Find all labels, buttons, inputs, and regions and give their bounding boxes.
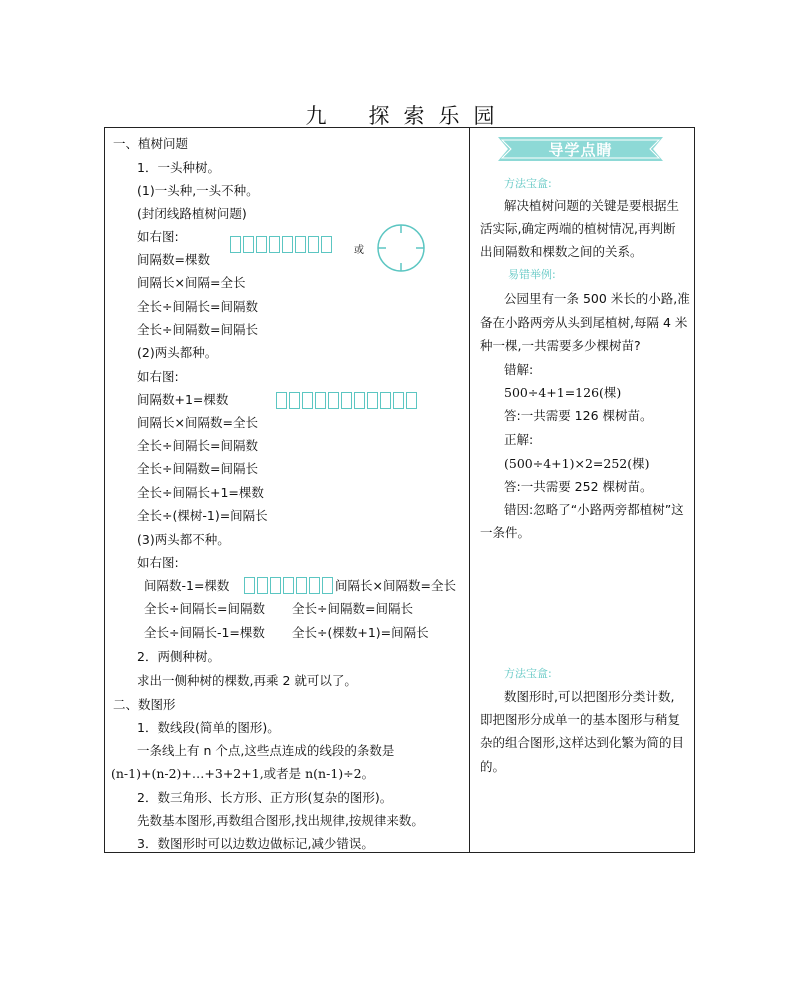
- segment-cell: [257, 577, 268, 594]
- text-line: 如右图:: [137, 555, 179, 570]
- text-line: 错因:忽略了“小路两旁都植树”这: [504, 502, 684, 517]
- text-line: 全长÷间隔数=间隔长: [292, 601, 413, 616]
- text-line: 全长÷间隔长=间隔数: [137, 438, 258, 453]
- text-line: 的。: [480, 759, 506, 774]
- segment-cell: [282, 236, 293, 253]
- segment-cell: [289, 392, 300, 409]
- text-line: 如右图:: [137, 369, 179, 384]
- segment-cell: [276, 392, 287, 409]
- text-line: 备在小路两旁从头到尾植树,每隔 4 米: [480, 315, 688, 330]
- title-char: 索: [403, 104, 425, 128]
- text-line: 全长÷间隔长=间隔数: [137, 299, 258, 314]
- text-line: 全长÷间隔数=间隔长: [137, 322, 258, 337]
- title-char: 九: [305, 104, 327, 128]
- text-line: (2)两头都种。: [137, 345, 218, 360]
- tip-label: 方法宝盒:: [504, 667, 552, 680]
- text-line: 数图形时,可以把图形分类计数,: [504, 689, 675, 704]
- text-line: 全长÷间隔长=间隔数: [144, 601, 265, 616]
- text-line: 2．数三角形、长方形、正方形(复杂的图形)。: [137, 790, 393, 805]
- banner-title: 导学点睛: [548, 141, 613, 159]
- text-line: 如右图:: [137, 229, 179, 244]
- segment-cell: [296, 577, 307, 594]
- segment-cell: [283, 577, 294, 594]
- segment-cell: [256, 236, 267, 253]
- tree-segment-diagram: [276, 392, 419, 409]
- text-line: 杂的组合图形,这样达到化繁为简的目: [480, 735, 684, 750]
- text-line: (3)两头都不种。: [137, 532, 230, 547]
- text-line: 种一棵,一共需要多少棵树苗?: [480, 338, 641, 353]
- text-line: 正解:: [504, 432, 534, 447]
- segment-cell: [243, 236, 254, 253]
- text-line: 全长÷间隔长-1=棵数: [144, 625, 265, 640]
- column-divider: [469, 127, 470, 853]
- text-line: 全长÷间隔长+1=棵数: [137, 485, 264, 500]
- text-line: 出间隔数和棵数之间的关系。: [480, 244, 643, 259]
- segment-cell: [230, 236, 241, 253]
- text-line: 全长÷间隔数=间隔长: [137, 461, 258, 476]
- circle-path-diagram: [375, 222, 427, 274]
- segment-cell: [328, 392, 339, 409]
- text-line: 一条件。: [480, 525, 531, 540]
- text-line: 答:一共需要 126 棵树苗。: [504, 408, 653, 423]
- segment-cell: [406, 392, 417, 409]
- formula-line: 500÷4+1=126(棵): [504, 385, 622, 400]
- tip-label: 易错举例:: [508, 268, 556, 281]
- formula-line: (500÷4+1)×2=252(棵): [504, 456, 650, 471]
- tip-label: 方法宝盒:: [504, 177, 552, 190]
- text-line: 间隔数=棵数: [137, 252, 210, 267]
- segment-cell: [341, 392, 352, 409]
- section-heading: 二、数图形: [113, 697, 176, 712]
- or-label: 或: [354, 245, 364, 256]
- segment-cell: [321, 236, 332, 253]
- text-line: 1．数线段(简单的图形)。: [137, 720, 280, 735]
- segment-cell: [322, 577, 333, 594]
- segment-cell: [308, 236, 319, 253]
- page-title: [0, 100, 800, 130]
- text-line: 答:一共需要 252 棵树苗。: [504, 479, 653, 494]
- text-line: 间隔数-1=棵数: [144, 578, 230, 593]
- tree-segment-diagram: [244, 577, 335, 594]
- formula-line: (n-1)+(n-2)+…+3+2+1,或者是 n(n-1)÷2。: [111, 766, 375, 781]
- text-line: 先数基本图形,再数组合图形,找出规律,按规律来数。: [137, 813, 424, 828]
- text-line: 全长÷(棵数+1)=间隔长: [292, 625, 429, 640]
- text-line: 间隔长×间隔数=全长: [137, 415, 258, 430]
- segment-cell: [354, 392, 365, 409]
- text-line: 间隔长×间隔数=全长: [335, 578, 456, 593]
- segment-cell: [269, 236, 280, 253]
- title-char: 探: [368, 104, 390, 128]
- segment-cell: [302, 392, 313, 409]
- text-line: 错解:: [504, 362, 534, 377]
- segment-cell: [309, 577, 320, 594]
- segment-cell: [393, 392, 404, 409]
- text-line: 3．数图形时可以边数边做标记,减少错误。: [137, 836, 374, 851]
- text-line: 2．两侧种树。: [137, 649, 220, 664]
- segment-cell: [367, 392, 378, 409]
- text-line: (1)一头种,一头不种。: [137, 183, 259, 198]
- segment-cell: [380, 392, 391, 409]
- text-line: 间隔数+1=棵数: [137, 392, 229, 407]
- text-line: 公园里有一条 500 米长的小路,准: [504, 291, 690, 306]
- text-line: 活实际,确定两端的植树情况,再判断: [480, 221, 676, 236]
- text-line: 即把图形分成单一的基本图形与稍复: [480, 712, 681, 727]
- section-heading: 一、植树问题: [113, 136, 189, 151]
- segment-cell: [244, 577, 255, 594]
- text-line: 一条线上有 n 个点,这些点连成的线段的条数是: [137, 743, 395, 758]
- text-line: 求出一侧种树的棵数,再乘 2 就可以了。: [137, 673, 357, 688]
- segment-cell: [315, 392, 326, 409]
- text-line: 全长÷(棵树-1)=间隔长: [137, 508, 268, 523]
- text-line: 解决植树问题的关键是要根据生: [504, 198, 680, 213]
- text-line: (封闭线路植树问题): [137, 206, 247, 221]
- segment-cell: [295, 236, 306, 253]
- text-line: 1．一头种树。: [137, 160, 220, 175]
- text-line: 间隔长×间隔=全长: [137, 275, 246, 290]
- segment-cell: [270, 577, 281, 594]
- tree-segment-diagram: [230, 236, 334, 253]
- title-char: 乐: [438, 104, 460, 128]
- title-char: 园: [473, 104, 495, 128]
